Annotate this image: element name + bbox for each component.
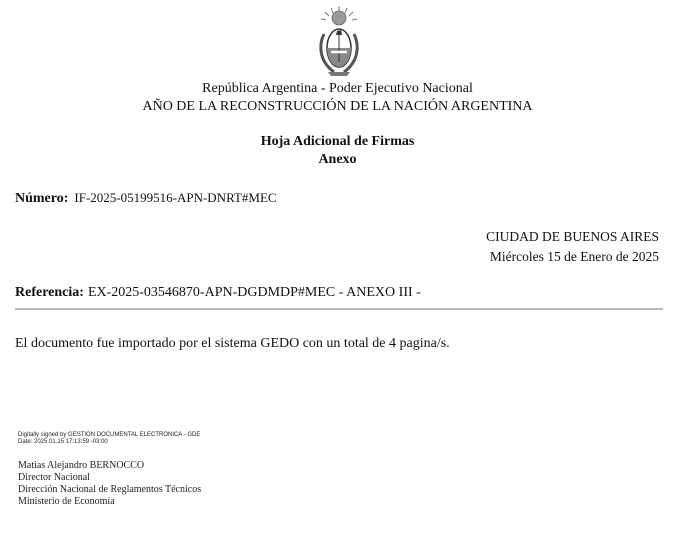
digital-signature-stamp: [18, 432, 200, 446]
document-date: Miércoles 15 de Enero de 2025: [489, 249, 659, 264]
signer-name: Matias Alejandro BERNOCCO: [18, 460, 145, 471]
document-subtitle: Anexo: [318, 152, 357, 167]
divider: [15, 308, 663, 310]
reference: [15, 285, 421, 301]
signature-block: [18, 460, 201, 508]
reference-value: EX-2025-03546870-APN-DGDMDP#MEC - ANEXO III -: [87, 285, 421, 300]
digital-signature-date: Date: 2025.01.15 17:13:59 -03:00: [18, 439, 108, 445]
body-text: El documento fue importado por el sistema GEDO con un total de 4 pagina/s.: [15, 336, 450, 351]
document-title: Hoja Adicional de Firmas: [260, 134, 415, 149]
signer-ministry: Ministerio de Economía: [18, 496, 115, 507]
header-republic: República Argentina - Poder Ejecutivo Nacional: [202, 81, 473, 96]
city: CIUDAD DE BUENOS AIRES: [486, 229, 659, 244]
digital-signature-signer: Digitally signed by GESTION DOCUMENTAL ELECTRONICA - GDE: [18, 432, 201, 438]
document-number: [15, 190, 277, 207]
document-number-value: IF-2025-05199516-APN-DNRT#MEC: [74, 190, 277, 205]
coat-of-arms-icon: [316, 4, 362, 80]
signer-position: Director Nacional: [18, 472, 90, 483]
header-year-motto: AÑO DE LA RECONSTRUCCIÓN DE LA NACIÓN ARGENTINA: [142, 99, 533, 114]
reference-label: Referencia:: [15, 285, 84, 300]
signer-office: Dirección Nacional de Reglamentos Técnicos: [18, 484, 202, 495]
document-number-label: Número:: [15, 191, 69, 206]
